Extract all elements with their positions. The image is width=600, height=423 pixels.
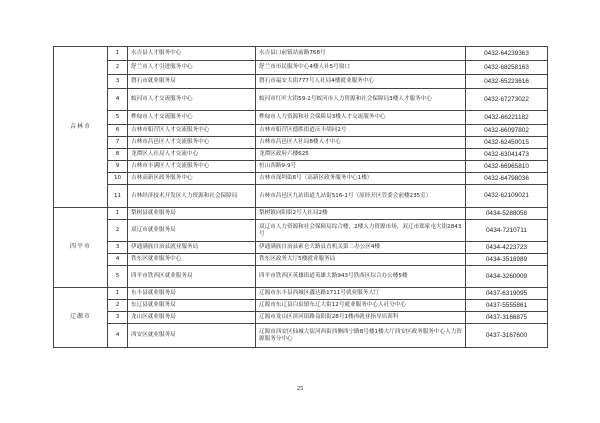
index-cell: 4 bbox=[108, 324, 128, 348]
table-row bbox=[54, 125, 548, 137]
phone-cell: 0434-4223723 bbox=[466, 242, 548, 254]
phone-cell: 0434-5288058 bbox=[466, 208, 548, 220]
address-cell: 辽源市龙山区滨河街路益阳街28号1楼再就业指导培训科 bbox=[256, 312, 466, 324]
table-row bbox=[54, 254, 548, 266]
table-row bbox=[54, 137, 548, 149]
phone-cell: 0432-68258163 bbox=[466, 61, 548, 75]
index-cell: 1 bbox=[108, 288, 128, 300]
phone-cell: 0432-62109021 bbox=[466, 185, 548, 208]
city-cell: 辽源市 bbox=[54, 288, 108, 348]
table-row bbox=[54, 266, 548, 288]
agency-name-cell: 铁东区就业服务中心 bbox=[128, 254, 256, 266]
address-cell: 吉林市船营区德胜街道庆丰胡同2号 bbox=[256, 125, 466, 137]
index-cell: 2 bbox=[108, 220, 128, 242]
table-row bbox=[54, 173, 548, 185]
address-cell: 桦甸市人力资源和社会保障局3楼人才交流服务中心 bbox=[256, 111, 466, 125]
address-cell: 吉林市昌邑区九站街道九站街516-1号（原经开区管委会前楼235室） bbox=[256, 185, 466, 208]
table-row bbox=[54, 61, 548, 75]
index-cell: 7 bbox=[108, 137, 128, 149]
agency-name-cell: 伊通满族自治县就业服务局 bbox=[128, 242, 256, 254]
index-cell: 2 bbox=[108, 300, 128, 312]
address-cell: 舒兰市市民服务中心4楼人社5号窗口 bbox=[256, 61, 466, 75]
table-row bbox=[54, 185, 548, 208]
table-row bbox=[54, 312, 548, 324]
index-cell: 11 bbox=[108, 185, 128, 208]
agency-name-cell: 东丰县就业服务局 bbox=[128, 288, 256, 300]
agency-name-cell: 龙山区就业服务局 bbox=[128, 312, 256, 324]
table-row bbox=[54, 242, 548, 254]
index-cell: 5 bbox=[108, 111, 128, 125]
phone-cell: 0437-6319095 bbox=[466, 288, 548, 300]
agency-name-cell: 吉林市船营区人才交流服务中心 bbox=[128, 125, 256, 137]
phone-cell: 0432-66221182 bbox=[466, 111, 548, 125]
agency-name-cell: 梨树县就业服务局 bbox=[128, 208, 256, 220]
agency-name-cell: 双辽市就业服务局 bbox=[128, 220, 256, 242]
table-row bbox=[54, 89, 548, 111]
table-row bbox=[54, 149, 548, 161]
index-cell: 4 bbox=[108, 254, 128, 266]
index-cell: 2 bbox=[108, 61, 128, 75]
phone-cell: 0432-65223616 bbox=[466, 75, 548, 89]
table-row bbox=[54, 300, 548, 312]
index-cell: 3 bbox=[108, 242, 128, 254]
index-cell: 1 bbox=[108, 208, 128, 220]
agency-name-cell: 吉林经济技术开发区人力资源和社会保障局 bbox=[128, 185, 256, 208]
page-number: 25 bbox=[296, 385, 304, 392]
index-cell: 5 bbox=[108, 266, 128, 288]
table-row bbox=[54, 220, 548, 242]
address-cell: 吉林市深圳街6号（高新区政务服务中心1楼） bbox=[256, 173, 466, 185]
phone-cell: 0432-67273022 bbox=[466, 89, 548, 111]
address-cell: 永吉县口前镇站前路768号 bbox=[256, 47, 466, 61]
agency-name-cell: 吉林高新区政务服务中心 bbox=[128, 173, 256, 185]
address-cell: 蛟河市红叶大街59-2号蛟河市人力资源和社会保障局3楼人才服务中心 bbox=[256, 89, 466, 111]
phone-cell: 0432-64239363 bbox=[466, 47, 548, 61]
address-cell: 伊通满族自治县索仑大路县直机关第二办公区4楼 bbox=[256, 242, 466, 254]
address-cell: 龙潭区政府六楼625 bbox=[256, 149, 466, 161]
phone-cell: 0432-64798036 bbox=[466, 173, 548, 185]
agency-name-cell: 永吉县人才服务中心 bbox=[128, 47, 256, 61]
agency-name-cell: 吉林市昌邑区人才交流服务中心 bbox=[128, 137, 256, 149]
address-cell: 双辽市人力资源和社会保障局综合楼，2楼人力资源市场，双辽市郑家屯大街2843号 bbox=[256, 220, 466, 242]
index-cell: 10 bbox=[108, 173, 128, 185]
agency-name-cell: 四平市铁西区就业服务局 bbox=[128, 266, 256, 288]
agency-name-cell: 舒兰市人才引进服务中心 bbox=[128, 61, 256, 75]
phone-cell: 0437-3166875 bbox=[466, 312, 548, 324]
address-cell: 辽源市西安区仙城大街河西街西侧西宁路8号楼1楼大厅西安区政务服务中心人力资源服务分中心 bbox=[256, 324, 466, 348]
table-row bbox=[54, 288, 548, 300]
address-cell: 辽源市东丰县西城区鑫达路1711号就业服务大厅 bbox=[256, 288, 466, 300]
agency-name-cell: 东辽县就业服务局 bbox=[128, 300, 256, 312]
index-cell: 9 bbox=[108, 161, 128, 173]
address-cell: 辽源市东辽县白泉镇东辽大街12号就业服务中心人社分中心 bbox=[256, 300, 466, 312]
city-cell: 吉林市 bbox=[54, 47, 108, 208]
table-row bbox=[54, 324, 548, 348]
index-cell: 8 bbox=[108, 149, 128, 161]
phone-cell: 0432-66097802 bbox=[466, 125, 548, 137]
address-cell: 铁东区政务大厅5楼就业服务局 bbox=[256, 254, 466, 266]
phone-cell: 0437-3167600 bbox=[466, 324, 548, 348]
phone-cell: 0434-7210711 bbox=[466, 220, 548, 242]
phone-cell: 0434-3516989 bbox=[466, 254, 548, 266]
index-cell: 4 bbox=[108, 89, 128, 111]
address-cell: 磐石市福安大街777号人社局4楼就业服务中心 bbox=[256, 75, 466, 89]
table-row bbox=[54, 47, 548, 61]
address-cell: 恒山西路9-9号 bbox=[256, 161, 466, 173]
phone-cell: 0437-5555861 bbox=[466, 300, 548, 312]
agency-name-cell: 西安区就业服务局 bbox=[128, 324, 256, 348]
index-cell: 3 bbox=[108, 312, 128, 324]
phone-cell: 0434-3260009 bbox=[466, 266, 548, 288]
phone-cell: 0432-62450015 bbox=[466, 137, 548, 149]
agency-name-cell: 龙潭区人社局人才交流中心 bbox=[128, 149, 256, 161]
table-row bbox=[54, 75, 548, 89]
address-cell: 四平市铁西区英雄街道英雄大路943号铁西区综合办公楼5楼 bbox=[256, 266, 466, 288]
agency-name-cell: 桦甸市人才交流服务中心 bbox=[128, 111, 256, 125]
table-row bbox=[54, 208, 548, 220]
table-row bbox=[54, 161, 548, 173]
index-cell: 6 bbox=[108, 125, 128, 137]
address-cell: 梨树镇向阳街2号人社局2楼 bbox=[256, 208, 466, 220]
agency-name-cell: 蛟河市人才交流服务中心 bbox=[128, 89, 256, 111]
employment-service-directory-table bbox=[53, 46, 548, 348]
table-row bbox=[54, 111, 548, 125]
address-cell: 吉林市昌邑区人社局8楼人才中心 bbox=[256, 137, 466, 149]
phone-cell: 0432-66965810 bbox=[466, 161, 548, 173]
phone-cell: 0432-63041473 bbox=[466, 149, 548, 161]
city-cell: 四平市 bbox=[54, 208, 108, 288]
agency-name-cell: 吉林市丰满区人才交流服务中心 bbox=[128, 161, 256, 173]
index-cell: 3 bbox=[108, 75, 128, 89]
agency-name-cell: 磐石市就业服务局 bbox=[128, 75, 256, 89]
index-cell: 1 bbox=[108, 47, 128, 61]
